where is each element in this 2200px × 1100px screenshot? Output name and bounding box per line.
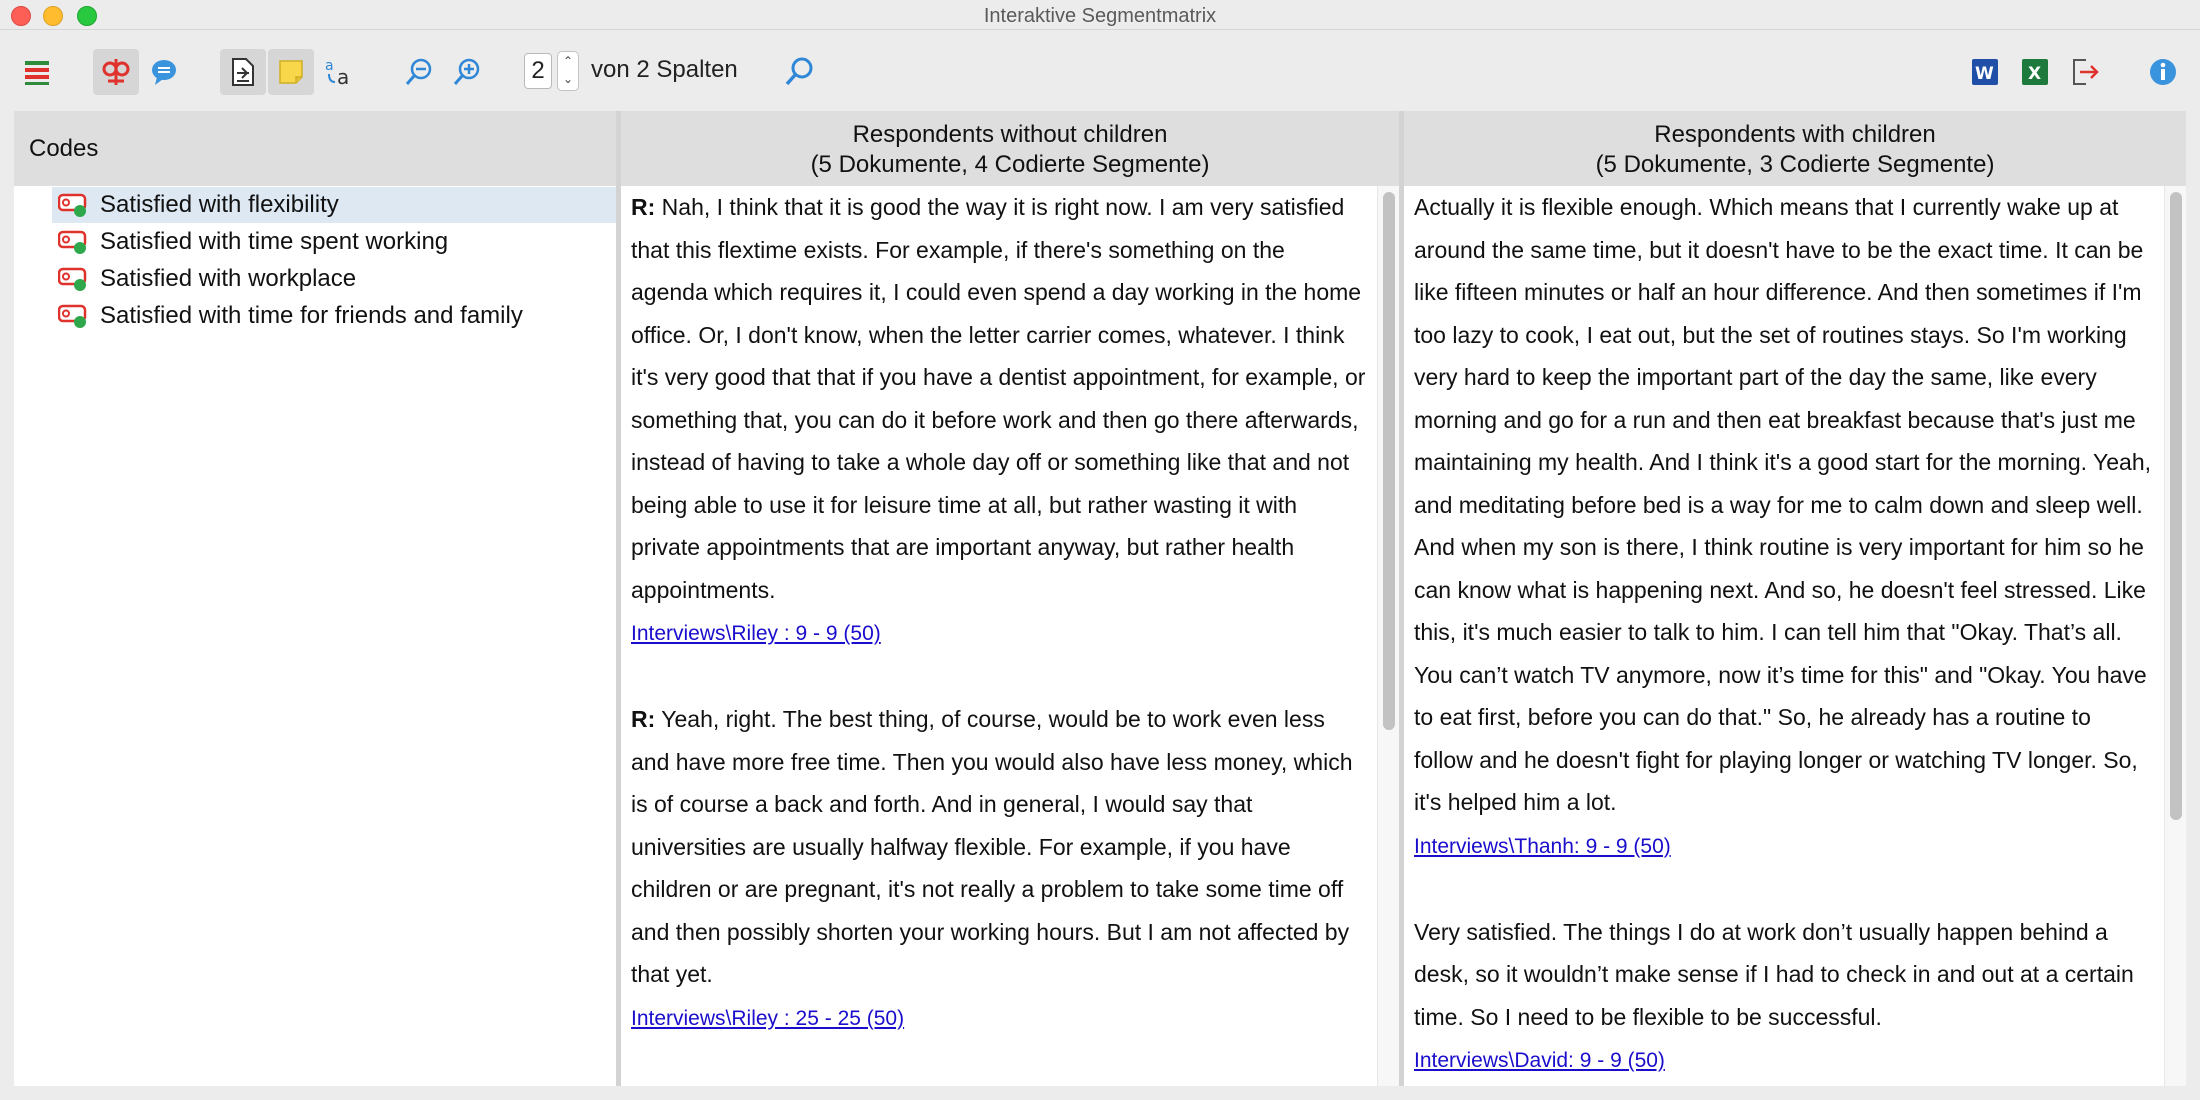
column-subtitle: (5 Dokumente, 4 Codierte Segmente) [810,151,1210,178]
zoom-out-icon [404,57,434,87]
word-icon [1971,58,1999,86]
matrix-column-with-children [1404,111,2186,1086]
export-word-button[interactable] [1962,49,2008,95]
column-header [1404,111,2186,186]
coded-segment [631,186,1367,698]
list-colored-icon [24,59,50,85]
column-count-input[interactable]: 2 [524,53,552,89]
text-format-icon [323,56,355,88]
code-tag-icon [58,192,88,218]
code-label: Satisfied with time for friends and family [100,302,523,329]
column-body [1404,186,2164,1086]
export-icon [2070,57,2100,87]
code-item[interactable] [52,187,616,223]
code-item[interactable] [52,298,616,334]
code-item[interactable] [52,224,616,260]
coded-segment [1414,911,2154,1087]
codes-header: Codes [14,111,616,186]
toolbar [0,31,2200,111]
show-codes-button[interactable] [93,49,139,95]
segment-source-link[interactable]: Interviews\Riley : 9 - 9 (50) [631,622,881,645]
code-tag-icon [58,266,88,292]
export-button[interactable] [2062,49,2108,95]
svg-text:a: a [337,65,350,88]
export-excel-button[interactable] [2012,49,2058,95]
code-label: Satisfied with flexibility [100,191,339,218]
chevron-down-icon[interactable]: ⌄ [562,72,574,86]
info-button[interactable] [2140,49,2186,95]
code-label: Satisfied with time spent working [100,228,449,255]
title-bar [0,0,2200,30]
svg-text:X: X [2028,64,2042,84]
vertical-scrollbar[interactable] [2164,186,2186,1086]
column-title: Respondents without children [852,121,1168,148]
show-comments-button[interactable] [268,49,314,95]
zoom-in-icon [452,57,482,87]
window-title: Interaktive Segmentmatrix [983,5,1217,27]
coded-segment [1414,186,2154,911]
segment-source-link[interactable]: Interviews\Riley : 25 - 25 (50) [631,1006,905,1030]
code-system-menu-button[interactable] [14,49,60,95]
matrix-column-without-children [621,111,1399,1086]
column-subtitle: (5 Dokumente, 3 Codierte Segmente) [1595,151,1995,178]
codes-panel [14,111,616,1086]
speaker-label: R: [631,706,656,732]
speech-bubble-icon [149,57,179,87]
code-label: Satisfied with workplace [100,265,357,292]
info-icon [2148,57,2178,87]
text-format-button[interactable] [316,49,362,95]
segment-text: Very satisfied. The things I do at work don’t usually happen behind a desk, so it wouldn’t make sense if I had to check in and out at a certain time. So I need to be flexible to be successful. [1414,918,2134,1030]
scrollbar-thumb[interactable] [1383,192,1395,730]
show-memos-button[interactable] [141,49,187,95]
svg-text:a: a [325,58,334,74]
zoom-in-button[interactable] [444,49,490,95]
document-arrow-icon [229,57,257,87]
segment-text: Nah, I think that it is good the way it is right now. I am very satisfied that this flextime exists. For example, if there's something on the agenda which requires it, I could even spend a day working in the home office. Or, I don't know, when the letter carrier comes, whatever. I think it's very good that that if you have a dentist appointment, for example, or something that, you can do it before work and then go there afterwards, instead of having to take a whole day off or something like that and not being able to use it for leisure time at all, but rather wasting it with private appointments that are important anyway, but rather health appointments. [631,194,1366,603]
column-count-stepper[interactable] [557,51,579,91]
code-tag-icon [58,229,88,255]
svg-text:W: W [1975,64,1994,84]
column-body [621,186,1377,1086]
segment-matrix [14,111,2186,1086]
sticky-note-icon [277,58,305,86]
column-header [621,111,1399,186]
segment-source-link[interactable]: Interviews\Thanh: 9 - 9 (50) [1414,834,1671,858]
column-count-label: von 2 Spalten [591,56,738,83]
excel-icon [2021,58,2049,86]
code-item[interactable] [52,261,616,297]
code-network-icon [101,57,131,87]
search-button[interactable] [776,49,822,95]
coded-segment [631,698,1367,1083]
speaker-label: R: [631,194,656,220]
segment-source-link[interactable]: Interviews\David: 9 - 9 (50) [1414,1049,1665,1072]
vertical-scrollbar[interactable] [1377,186,1399,1086]
code-tag-icon [58,303,88,329]
search-icon [783,56,815,88]
scrollbar-thumb[interactable] [2170,192,2182,820]
segment-text: Actually it is flexible enough. Which means that I currently wake up at around the same time, but it doesn't have to be the exact time. It can be like fifteen minutes or half an hour difference. And then sometimes if I'm too lazy to cook, I eat out, but the set of routines stays. So I'm working very hard to keep the important part of the day the same, like every morning and go for a run and then eat breakfast because that's just me maintaining my health. And I think it's a good start for the morning. Yeah, and meditating before bed is a way for me to calm down and sleep well. And when my son is there, I think routine is very important for him so he can know what is happening next. And so, he doesn't feel stressed. Like this, it's much easier to talk to him. I can tell him that "Okay. That’s all. You can’t watch TV anymore, now it’s time for this" and "Okay. You have to eat first, before you can do that." So, he already has a routine to follow and he doesn't fight for playing longer or watching TV longer. So, it's helped him a lot. [1414,194,2151,815]
column-title: Respondents with children [1654,121,1936,148]
chevron-up-icon[interactable]: ⌃ [562,54,574,68]
zoom-out-button[interactable] [396,49,442,95]
show-source-button[interactable] [220,49,266,95]
segment-text: Yeah, right. The best thing, of course, would be to work even less and have more free time. Then you would also have less money, which is of course a back and forth. And in general, I would say that universities are usually halfway flexible. For example, if you have children or are pregnant, it's not really a problem to take some time off and then possibly shorten your working hours. But I am not affected by that yet. [631,706,1353,987]
